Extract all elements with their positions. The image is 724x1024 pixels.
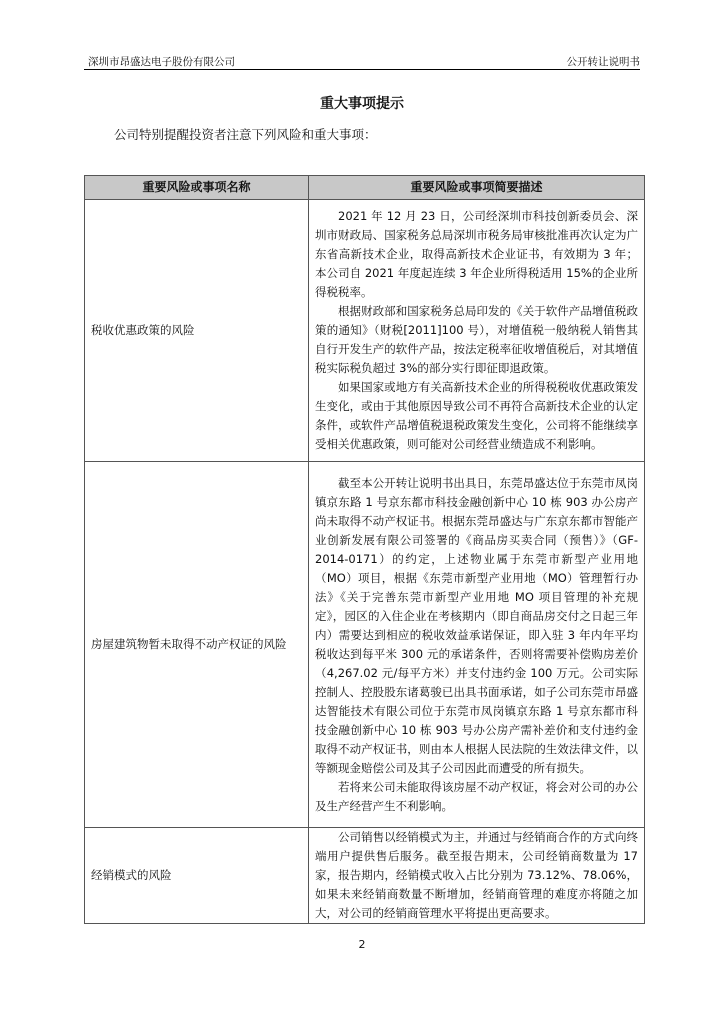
page-title: 重大事项提示 [320, 96, 404, 112]
description-paragraph: 2021 年 12 月 23 日，公司经深圳市科技创新委员会、深圳市财政局、国家税务总局深圳市税务局审核批准再次认定为广东省高新技术企业，取得高新技术企业证书，有效期为 3 年；本公司自 2021 年度起连续 3 年企业所得税适用 15%的企业所得税税率。 [315, 209, 638, 299]
col-header-name: 重要风险或事项名称 [85, 176, 309, 200]
risk-description [309, 828, 645, 924]
table-row [85, 200, 645, 462]
description-paragraph: 如果国家或地方有关高新技术企业的所得税税收优惠政策发生变化，或由于其他原因导致公司不再符合高新技术企业的认定条件，或软件产品增值税退税政策发生变化，公司将不能继续享受相关优惠政策，则可能对公司经营业绩造成不利影响。 [315, 380, 638, 451]
table-row [85, 828, 645, 924]
risk-table [84, 175, 645, 924]
col-header-desc: 重要风险或事项简要描述 [309, 176, 645, 200]
description-paragraph: 截至本公开转让说明书出具日，东莞昂盛达位于东莞市凤岗镇京东路 1 号京东都市科技金融创新中心 10 栋 903 办公房产尚未取得不动产权证书。根据东莞昂盛达与广东京东都市智能产业创新发展有限公司签署的《商品房买卖合同（预售）》（GF-2014-0171）的约定，上述物业属于东莞市新型产业用地（MO）项目，根据《东莞市新型产业用地（MO）管理暂行办法》《关于完善东莞市新型产业用地 MO 项目管理的补充规定》，园区的入住企业在考核期内（即自商品房交付之日起三年内）需要达到相应的税收效益承诺保证，即入驻 3 年内年平均税收达到每平米 300 元的承诺条件，否则将需要补偿购房差价（4,267.02 元/每平方米）并支付违约金 100 万元。公司实际控制人、控股股东诸葛骏已出具书面承诺，如子公司东莞市昂盛达智能技术有限公司位于东莞市凤岗镇京东路 1 号京东都市科技金融创新中心 10 栋 903 号办公房产需补差价和支付违约金取得不动产权证书，则由本人根据人民法院的生效法律文件，以等额现金赔偿公司及其子公司因此而遭受的所有损失。 [315, 475, 638, 775]
page-number: 2 [358, 938, 366, 951]
description-paragraph: 若将来公司未能取得该房屋不动产权证，将会对公司的办公及生产经营产生不利影响。 [315, 779, 638, 813]
risk-name: 房屋建筑物暂未取得不动产权证的风险 [85, 462, 309, 828]
description-paragraph: 根据财政部和国家税务总局印发的《关于软件产品增值税政策的通知》（财税[2011]100 号），对增值税一般纳税人销售其自行开发生产的软件产品，按法定税率征收增值税后，对其增值税实际税负超过 3%的部分实行即征即退政策。 [315, 304, 638, 375]
header-company: 深圳市昂盛达电子股份有限公司 [88, 56, 235, 68]
intro-text: 公司特别提醒投资者注意下列风险和重大事项： [114, 127, 377, 142]
description-paragraph: 公司销售以经销模式为主，并通过与经销商合作的方式向终端用户提供售后服务。截至报告期末，公司经销商数量为 17 家，报告期内，经销模式收入占比分别为 73.12%、78.06%，如果未来经销商数量不断增加，经销商管理的难度亦将随之加大，对公司的经销商管理水平将提出更高要求。 [315, 830, 638, 920]
header-divider [84, 69, 640, 70]
table-header-row [85, 176, 645, 200]
risk-name: 经销模式的风险 [85, 828, 309, 924]
risk-name: 税收优惠政策的风险 [85, 200, 309, 462]
risk-description [309, 462, 645, 828]
risk-description [309, 200, 645, 462]
header-doc-type: 公开转让说明书 [566, 56, 640, 68]
table-row [85, 462, 645, 828]
